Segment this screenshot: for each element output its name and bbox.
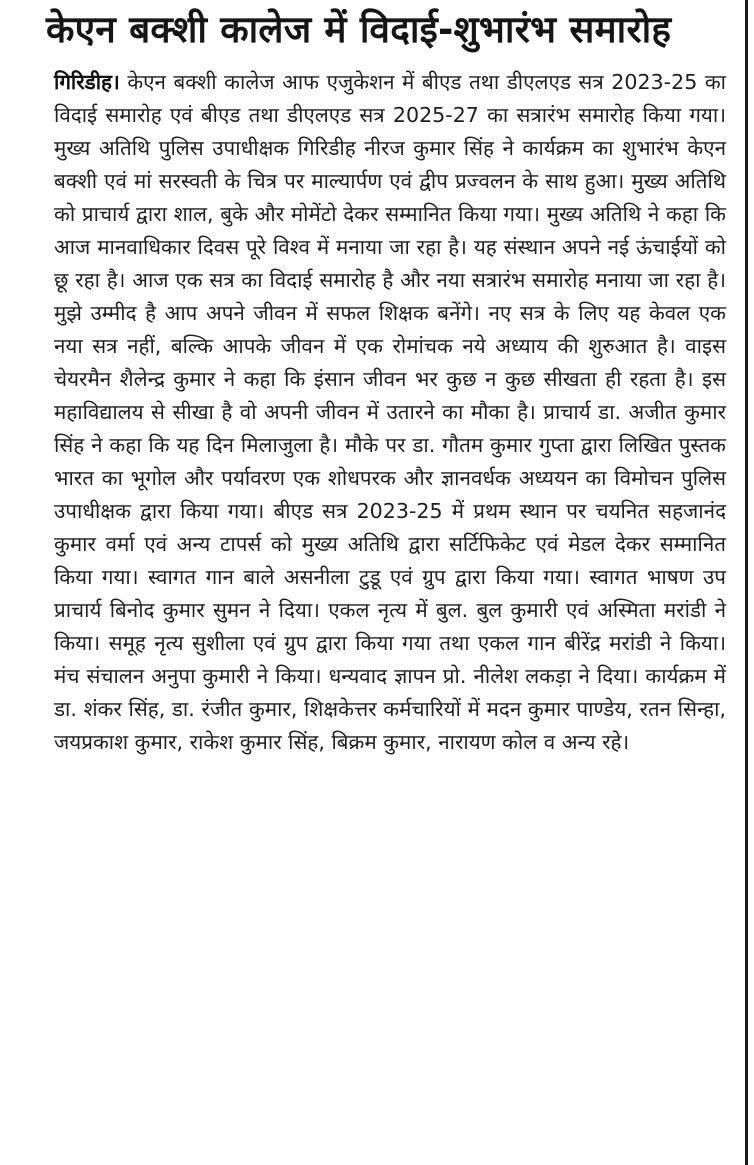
article-body-text: केएन बक्शी कालेज आफ एजुकेशन में बीएड तथा डीएलएड सत्र 2023-25 का विदाई समारोह एवं बीएड तथा डीएलएड सत्र 2025-27 का सत्रारंभ समारोह किया गया। मुख्य अतिथि पुलिस उपाधीक्षक गिरिडीह नीरज कुमार सिंह ने कार्यक्रम का शुभारंभ केएन बक्शी एवं मां सरस्वती के चित्र पर माल्यार्पण एवं द्वीप प्रज्वलन के साथ हुआ। मुख्य अतिथि को प्राचार्य द्वारा शाल, बुके और मोमेंटो देकर सम्मानित किया गया। मुख्य अतिथि ने कहा कि आज मानवाधिकार दिवस पूरे विश्व में मनाया जा रहा है। यह संस्थान अपने नई ऊंचाईयों को छू रहा है। आज एक सत्र का विदाई समारोह है और नया सत्रारंभ समारोह मनाया जा रहा है। मुझे उम्मीद है आप अपने जीवन में सफल शिक्षक बनेंगे। नए सत्र के लिए यह केवल एक नया सत्र नहीं, बल्कि आपके जीवन में एक रोमांचक नये अध्याय की शुरुआत है। वाइस चेयरमैन शैलेन्द्र कुमार ने कहा कि इंसान जीवन भर कुछ न कुछ सीखता ही रहता है। इस महाविद्यालय से सीखा है वो अपनी जीवन में उतारने का मौका है। प्राचार्य डा. अजीत कुमार सिंह ने कहा कि यह दिन मिलाजुला है। मौके पर डा. गौतम कुमार गुप्ता द्वारा लिखित पुस्तक भारत का भूगोल और पर्यावरण एक शोधपरक और ज्ञानवर्धक अध्ययन का विमोचन पुलिस उपाधीक्षक द्वारा किया गया। बीएड सत्र 2023-25 में प्रथम स्थान पर चयनित सहजानंद कुमार वर्मा एवं अन्य टापर्स को मुख्य अतिथि द्वारा सर्टिफिकेट एवं मेडल देकर सम्मानित किया गया। स्वागत गान बाले असनीला टुडू एवं ग्रुप द्वारा किया गया। स्वागत भाषण उप प्राचार्य बिनोद कुमार सुमन ने दिया। एकल नृत्य में बुल. बुल कुमारी एवं अस्मिता मरांडी ने किया। समूह नृत्य सुशीला एवं ग्रुप द्वारा किया गया तथा एकल गान बीरेंद्र मरांडी ने किया। मंच संचालन अनुपा कुमारी ने किया। धन्यवाद ज्ञापन प्रो. नीलेश लकड़ा ने दिया। कार्यक्रम में डा. शंकर सिंह, डा. रंजीत कुमार, शिक्षकेत्तर कर्मचारियों में मदन कुमार पाण्डेय, रतन सिन्हा, जयप्रकाश कुमार, राकेश कुमार सिंह, बिक्रम कुमार, नारायण कोल व अन्य रहे।	[54, 70, 726, 754]
column-rule	[745, 0, 748, 1165]
article-headline: केएन बक्शी कालेज में विदाई-शुभारंभ समारोह	[46, 8, 672, 51]
article-body	[54, 66, 726, 759]
article-dateline: गिरिडीह।	[54, 70, 120, 94]
